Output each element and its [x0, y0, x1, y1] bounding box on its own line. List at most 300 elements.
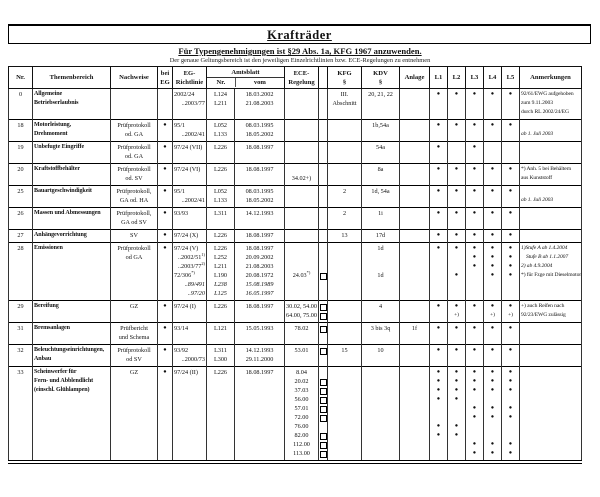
applicability-dot-icon: ● — [454, 122, 459, 128]
cell-kdv — [362, 367, 400, 463]
applicability-dot-icon: ● — [472, 405, 477, 411]
cell-nachweise: Prüfprotokoll, GA od. HA — [111, 186, 158, 208]
cell-nachweise: Prüfprotokoll, GA od SV — [111, 208, 158, 230]
applicability-dot-icon: ● — [436, 423, 441, 429]
cell-themenbereich: Bauartgeschwindigkeit — [33, 186, 111, 208]
applicability-dot-icon: ● — [508, 166, 513, 172]
cell-nachweise: GZ — [111, 367, 158, 463]
col-kdv: KDV § — [362, 67, 400, 89]
cell-eg-richtlinie: 97/24 (II) — [173, 367, 207, 463]
cell-nr: 25 — [9, 186, 33, 208]
cell-bei-eg: ● — [158, 186, 173, 208]
cell-l2 — [448, 142, 466, 164]
cell-kdv: 3 bis 3q — [362, 323, 400, 345]
applicability-dot-icon: ● — [508, 122, 513, 128]
cell-l3 — [466, 230, 484, 243]
cell-themenbereich: Scheinwerfer für Fern- und Abblendlicht (einschl. Glühlampen) — [33, 367, 111, 463]
table-body — [9, 89, 582, 463]
cell-l4: ● +) — [484, 301, 502, 323]
cell-ece-regelung — [285, 89, 319, 120]
cell-eg-richtlinie: 97/24 (I) — [173, 301, 207, 323]
applicability-dot-icon: ● — [454, 272, 459, 278]
cell-l1 — [430, 243, 448, 301]
cell-l1 — [430, 89, 448, 120]
cell-themenbereich: Beleuchtungseinrichtungen, Anbau — [33, 345, 111, 367]
cell-nr: 19 — [9, 142, 33, 164]
cell-nachweise: Prüfprotokoll od. GA — [111, 120, 158, 142]
applicability-dot-icon: ● — [508, 369, 513, 375]
applicability-dot-icon: ● — [472, 144, 477, 150]
cell-nr: 26 — [9, 208, 33, 230]
applicability-dot-icon: ● — [454, 91, 459, 97]
applicability-dot-icon: ● — [472, 91, 477, 97]
cell-l5 — [502, 89, 520, 120]
cell-l3 — [466, 120, 484, 142]
table-row-19 — [9, 142, 582, 164]
cell-bei-eg: ● — [158, 345, 173, 367]
cell-ece-regelung: 53.01 — [285, 345, 319, 367]
cell-anmerkungen: +) auch Reifen nach 92/23/EWG zulässig — [520, 301, 582, 323]
table-row-28 — [9, 243, 582, 301]
cell-nachweise: Prüfprotokoll od. SV — [111, 164, 158, 186]
cell-l1 — [430, 142, 448, 164]
applicability-dot-icon: ● — [472, 245, 477, 251]
cell-anlage — [400, 89, 430, 120]
cell-themenbereich: Massen und Abmessungen — [33, 208, 111, 230]
cell-kfg — [328, 120, 362, 142]
applicability-dot-icon: ● — [436, 347, 441, 353]
applicability-dot-icon: ● — [472, 166, 477, 172]
col-amtsblatt: Amtsblatt Nr. vom — [207, 67, 285, 89]
cell-themenbereich: Allgemeine Betriebserlaubnis — [33, 89, 111, 120]
cell-amtsblatt-nr: L226 L252 L211 L190 L238 L125 — [207, 243, 235, 301]
applicability-dot-icon: ● — [454, 232, 459, 238]
cell-l2 — [448, 243, 466, 301]
cell-anlage — [400, 208, 430, 230]
cell-l3 — [466, 208, 484, 230]
cell-bei-eg: ● — [158, 120, 173, 142]
applicability-dot-icon: ● — [490, 414, 495, 420]
cell-kfg: III. Abschnitt — [328, 89, 362, 120]
col-ece-checkbox — [319, 67, 328, 89]
table-row-0 — [9, 89, 582, 120]
applicability-dot-icon: ● — [436, 122, 441, 128]
applicability-dot-icon: ● — [490, 347, 495, 353]
applicability-dot-icon: ● — [454, 166, 459, 172]
col-themenbereich: Themenbereich — [33, 67, 111, 89]
table-header — [9, 67, 582, 89]
cell-anlage: 1f — [400, 323, 430, 345]
applicability-dot-icon: ● — [436, 387, 441, 393]
applicability-dot-icon: ● — [472, 122, 477, 128]
applicability-dot-icon: ● — [508, 378, 513, 384]
cell-l2 — [448, 186, 466, 208]
applicability-dot-icon: ● — [436, 303, 441, 309]
checkbox-icon — [320, 388, 327, 395]
cell-amtsblatt-vom: 15.05.1993 — [235, 323, 285, 345]
applicability-dot-icon: ● — [436, 245, 441, 251]
cell-amtsblatt-nr: L121 — [207, 323, 235, 345]
cell-anmerkungen: ab 1. Juli 2003 — [520, 186, 582, 208]
applicability-dot-icon: ● — [508, 272, 513, 278]
cell-l3 — [466, 164, 484, 186]
applicability-dot-icon: ● — [490, 272, 495, 278]
cell-eg-richtlinie: 97/24 (VI) — [173, 164, 207, 186]
cell-bei-eg: ● — [158, 301, 173, 323]
checkbox-icon — [320, 379, 327, 386]
applicability-dot-icon: ● — [508, 91, 513, 97]
cell-l1 — [430, 301, 448, 323]
cell-anmerkungen: 1)Stufe A ab 1.4.2004 Stufe B ab 1.1.2007 2) ab 4.9.2004 *) für Fzge mit Dieselmotor — [520, 243, 582, 301]
applicability-dot-icon: ● — [436, 210, 441, 216]
applicability-dot-icon: ● — [490, 369, 495, 375]
cell-nr: 18 — [9, 120, 33, 142]
cell-ece-regelung: 78.02 — [285, 323, 319, 345]
cell-nr: 29 — [9, 301, 33, 323]
applicability-dot-icon: ● — [490, 387, 495, 393]
cell-eg-richtlinie: 2002/24 ..2003/77 — [173, 89, 207, 120]
applicability-dot-icon: ● — [436, 396, 441, 402]
applicability-dot-icon: ● — [436, 232, 441, 238]
applicability-dot-icon: ● — [490, 245, 495, 251]
applicability-dot-icon: ● — [454, 347, 459, 353]
applicability-dot-icon: ● — [454, 245, 459, 251]
checkbox-icon — [320, 406, 327, 413]
cell-l3 — [466, 345, 484, 367]
cell-l3 — [466, 367, 484, 463]
table-row-20 — [9, 164, 582, 186]
cell-amtsblatt-vom: 08.03.1995 18.05.2002 — [235, 186, 285, 208]
cell-l1 — [430, 208, 448, 230]
cell-kfg — [328, 323, 362, 345]
col-l5: L5 — [502, 67, 520, 89]
cell-bei-eg: ● — [158, 142, 173, 164]
applicability-dot-icon: ● — [436, 432, 441, 438]
cell-ece-regelung: 8.04 20.02 37.03 56.00 57.01 72.00 76.00 82.00 112.00 113.00 — [285, 367, 319, 463]
cell-amtsblatt-vom: 18.08.1997 — [235, 367, 285, 463]
applicability-dot-icon: ● — [472, 369, 477, 375]
applicability-dot-icon: ● — [472, 210, 477, 216]
cell-l2: ● +) — [448, 301, 466, 323]
cell-l3 — [466, 142, 484, 164]
applicability-dot-icon: ● — [454, 325, 459, 331]
cell-nachweise: Prüfprotokoll od GA — [111, 243, 158, 301]
cell-eg-richtlinie: 97/24 (V) ..2002/51$^{1)}$ ..2003/77$^{2)}$ 72/306*) ..89/491 ..97/20 — [173, 243, 207, 301]
applicability-dot-icon: ● — [490, 188, 495, 194]
cell-amtsblatt-vom: 08.03.1995 18.05.2002 — [235, 120, 285, 142]
cell-kfg: 15 — [328, 345, 362, 367]
cell-amtsblatt-vom: 18.08.1997 — [235, 230, 285, 243]
cell-amtsblatt-vom: 14.12.1993 29.11.2000 — [235, 345, 285, 367]
cell-eg-richtlinie: 97/24 (X) — [173, 230, 207, 243]
cell-nr: 31 — [9, 323, 33, 345]
col-bei-eg: bei EG — [158, 67, 173, 89]
cell-l4 — [484, 345, 502, 367]
cell-bei-eg: ● — [158, 208, 173, 230]
applicability-dot-icon: ● — [490, 122, 495, 128]
applicability-dot-icon: ● — [436, 144, 441, 150]
cell-kdv: 4 — [362, 301, 400, 323]
cell-ece-checkbox — [319, 120, 328, 142]
cell-anmerkungen — [520, 230, 582, 243]
cell-l1 — [430, 230, 448, 243]
cell-l5 — [502, 367, 520, 463]
applicability-dot-icon: ● — [490, 254, 495, 260]
cell-ece-regelung: 30.02, 54.00 64.00, 75.00 — [285, 301, 319, 323]
cell-anlage — [400, 301, 430, 323]
cell-l3 — [466, 301, 484, 323]
col-l2: L2 — [448, 67, 466, 89]
applicability-dot-icon: ● — [508, 263, 513, 269]
cell-l5 — [502, 186, 520, 208]
cell-kdv: 8a — [362, 164, 400, 186]
cell-nachweise — [111, 89, 158, 120]
cell-l4 — [484, 230, 502, 243]
cell-l3 — [466, 243, 484, 301]
document-title-box — [8, 24, 591, 44]
cell-l5 — [502, 230, 520, 243]
col-eg-richtlinie: EG- Richtlinie — [173, 67, 207, 89]
cell-anmerkungen — [520, 323, 582, 345]
cell-ece-checkbox — [319, 89, 328, 120]
applicability-dot-icon: ● — [508, 450, 513, 456]
applicability-dot-icon: ● — [508, 303, 513, 309]
cell-l2 — [448, 208, 466, 230]
cell-nachweise: Prüfprotokoll od. GA — [111, 142, 158, 164]
cell-nachweise: SV — [111, 230, 158, 243]
applicability-dot-icon: ● — [508, 441, 513, 447]
table-row-25 — [9, 186, 582, 208]
cell-kfg — [328, 164, 362, 186]
checkbox-icon — [320, 326, 327, 333]
checkbox-icon — [320, 273, 327, 280]
cell-amtsblatt-vom: 18.08.1997 — [235, 164, 285, 186]
cell-l5 — [502, 120, 520, 142]
cell-ece-regelung — [285, 186, 319, 208]
page-title: Krafträder — [267, 28, 332, 42]
cell-kdv: 10 — [362, 345, 400, 367]
checkbox-icon — [320, 415, 327, 422]
cell-amtsblatt-nr: L311 — [207, 208, 235, 230]
cell-amtsblatt-vom: 18.03.2002 21.08.2003 — [235, 89, 285, 120]
cell-l5 — [502, 164, 520, 186]
checkbox-icon — [320, 304, 327, 311]
cell-nr: 0 — [9, 89, 33, 120]
cell-nr: 32 — [9, 345, 33, 367]
cell-themenbereich: Anhängevorrichtung — [33, 230, 111, 243]
cell-l1 — [430, 345, 448, 367]
applicability-dot-icon: ● — [472, 188, 477, 194]
cell-ece-regelung: 24.03*) — [285, 243, 319, 301]
applicability-dot-icon: ● — [490, 166, 495, 172]
cell-ece-checkbox — [319, 323, 328, 345]
applicability-dot-icon: ● — [472, 441, 477, 447]
cell-anmerkungen: ab 1. Juli 2003 — [520, 120, 582, 142]
cell-bei-eg: ● — [158, 164, 173, 186]
cell-anmerkungen — [520, 345, 582, 367]
applicability-dot-icon: ● — [508, 232, 513, 238]
cell-amtsblatt-nr: L226 — [207, 142, 235, 164]
cell-amtsblatt-vom: 18.08.1997 — [235, 301, 285, 323]
applicability-dot-icon: ● — [472, 263, 477, 269]
cell-themenbereich: Emissionen — [33, 243, 111, 301]
applicability-dot-icon: ● — [472, 414, 477, 420]
cell-nachweise: Prüfbericht und Schema — [111, 323, 158, 345]
col-nachweise: Nachweise — [111, 67, 158, 89]
cell-eg-richtlinie: 93/14 — [173, 323, 207, 345]
cell-l4 — [484, 367, 502, 463]
applicability-dot-icon: ● — [490, 263, 495, 269]
cell-themenbereich: Bremsanlagen — [33, 323, 111, 345]
table-row-31 — [9, 323, 582, 345]
cell-l1 — [430, 164, 448, 186]
applicability-dot-icon: ● — [436, 91, 441, 97]
cell-ece-checkbox — [319, 243, 328, 301]
cell-anmerkungen — [520, 367, 582, 463]
cell-l4 — [484, 89, 502, 120]
cell-ece-checkbox — [319, 345, 328, 367]
cell-l3 — [466, 323, 484, 345]
applicability-dot-icon: ● — [454, 188, 459, 194]
cell-kfg: 13 — [328, 230, 362, 243]
cell-anmerkungen — [520, 208, 582, 230]
cell-kfg — [328, 243, 362, 301]
applicability-dot-icon: ● — [436, 188, 441, 194]
applicability-dot-icon: ● — [490, 232, 495, 238]
applicability-dot-icon: ● — [490, 303, 495, 309]
cell-l4 — [484, 186, 502, 208]
checkbox-icon — [320, 397, 327, 404]
cell-nr: 20 — [9, 164, 33, 186]
cell-l4 — [484, 120, 502, 142]
col-anlage: Anlage — [400, 67, 430, 89]
checkbox-icon — [320, 433, 327, 440]
cell-anmerkungen — [520, 142, 582, 164]
cell-l5 — [502, 142, 520, 164]
applicability-dot-icon: ● — [472, 387, 477, 393]
cell-amtsblatt-nr: L052 L133 — [207, 186, 235, 208]
table-row-26 — [9, 208, 582, 230]
applicability-dot-icon: ● — [472, 325, 477, 331]
cell-eg-richtlinie: 97/24 (VII) — [173, 142, 207, 164]
cell-l1 — [430, 367, 448, 463]
cell-kdv: 1b,54a — [362, 120, 400, 142]
regulations-table — [8, 66, 582, 464]
cell-l5 — [502, 345, 520, 367]
cell-anlage — [400, 120, 430, 142]
cell-eg-richtlinie: 93/93 — [173, 208, 207, 230]
cell-anlage — [400, 164, 430, 186]
cell-l1 — [430, 120, 448, 142]
applicability-dot-icon: ● — [436, 378, 441, 384]
cell-l4 — [484, 142, 502, 164]
col-amtsblatt-nr: Nr. — [216, 79, 226, 86]
cell-nr: 33 — [9, 367, 33, 463]
applicability-dot-icon: ● — [454, 210, 459, 216]
cell-amtsblatt-nr: L226 — [207, 230, 235, 243]
applicability-dot-icon: ● — [508, 387, 513, 393]
col-kfg: KFG § — [328, 67, 362, 89]
cell-amtsblatt-nr: L124 L211 — [207, 89, 235, 120]
cell-l1 — [430, 323, 448, 345]
table-row-33 — [9, 367, 582, 463]
applicability-dot-icon: ● — [508, 325, 513, 331]
checkbox-icon — [320, 442, 327, 449]
cell-anlage — [400, 230, 430, 243]
applicability-dot-icon: ● — [508, 405, 513, 411]
cell-anlage — [400, 142, 430, 164]
applicability-dot-icon: ● — [490, 441, 495, 447]
applicability-dot-icon: ● — [490, 325, 495, 331]
cell-amtsblatt-vom: 18.08.1997 — [235, 142, 285, 164]
cell-l2 — [448, 345, 466, 367]
applicability-dot-icon: ● — [472, 232, 477, 238]
cell-eg-richtlinie: 95/1 ..2002/41 — [173, 186, 207, 208]
applicability-dot-icon: ● — [454, 396, 459, 402]
table-row-18 — [9, 120, 582, 142]
cell-amtsblatt-vom: 18.08.1997 20.09.2002 21.08.2003 20.08.1972 15.08.1989 16.05.1997 — [235, 243, 285, 301]
checkbox-icon — [320, 451, 327, 458]
cell-l3 — [466, 89, 484, 120]
cell-anlage — [400, 367, 430, 463]
cell-anlage — [400, 186, 430, 208]
cell-l5 — [502, 323, 520, 345]
applicability-dot-icon: ● — [490, 210, 495, 216]
applicability-dot-icon: ● — [454, 432, 459, 438]
applicability-dot-icon: ● — [490, 378, 495, 384]
cell-amtsblatt-nr: L052 L133 — [207, 120, 235, 142]
cell-l2 — [448, 323, 466, 345]
cell-kfg — [328, 301, 362, 323]
cell-anmerkungen: *) Anh. 5 bei Behältern aus Kunststoff — [520, 164, 582, 186]
applicability-dot-icon: ● — [454, 378, 459, 384]
cell-ece-checkbox — [319, 208, 328, 230]
applicability-dot-icon: ● — [436, 325, 441, 331]
cell-nr: 27 — [9, 230, 33, 243]
applicability-dot-icon: ● — [472, 450, 477, 456]
cell-amtsblatt-vom: 14.12.1993 — [235, 208, 285, 230]
cell-nr: 28 — [9, 243, 33, 301]
col-l3: L3 — [466, 67, 484, 89]
applicability-dot-icon: ● — [490, 91, 495, 97]
cell-kdv: 1i — [362, 208, 400, 230]
cell-l5 — [502, 208, 520, 230]
cell-l2 — [448, 120, 466, 142]
cell-kdv: 17d — [362, 230, 400, 243]
cell-ece-checkbox — [319, 230, 328, 243]
cell-kdv: 20, 21, 22 — [362, 89, 400, 120]
applicability-dot-icon: ● — [508, 245, 513, 251]
checkbox-icon — [320, 313, 327, 320]
header-row — [9, 67, 582, 89]
cell-themenbereich: Bereifung — [33, 301, 111, 323]
cell-ece-checkbox — [319, 301, 328, 323]
cell-bei-eg: ● — [158, 323, 173, 345]
applicability-dot-icon: ● — [472, 254, 477, 260]
cell-ece-checkbox — [319, 367, 328, 463]
applicability-dot-icon: ● — [454, 369, 459, 375]
cell-amtsblatt-nr: L226 — [207, 367, 235, 463]
cell-themenbereich: Kraftstoffbehälter — [33, 164, 111, 186]
cell-nachweise: GZ — [111, 301, 158, 323]
cell-bei-eg: ● — [158, 243, 173, 301]
cell-amtsblatt-nr: L226 — [207, 301, 235, 323]
scope-note: Der genaue Geltungsbereich ist den jeweiligen Einzelrichtlinien bzw. ECE-Regelungen zu entnehmen — [169, 57, 431, 64]
cell-nachweise: Prüfprotokoll od SV — [111, 345, 158, 367]
col-amtsblatt-vom: vom — [235, 78, 284, 87]
cell-ece-checkbox — [319, 186, 328, 208]
applicability-dot-icon: ● — [508, 210, 513, 216]
